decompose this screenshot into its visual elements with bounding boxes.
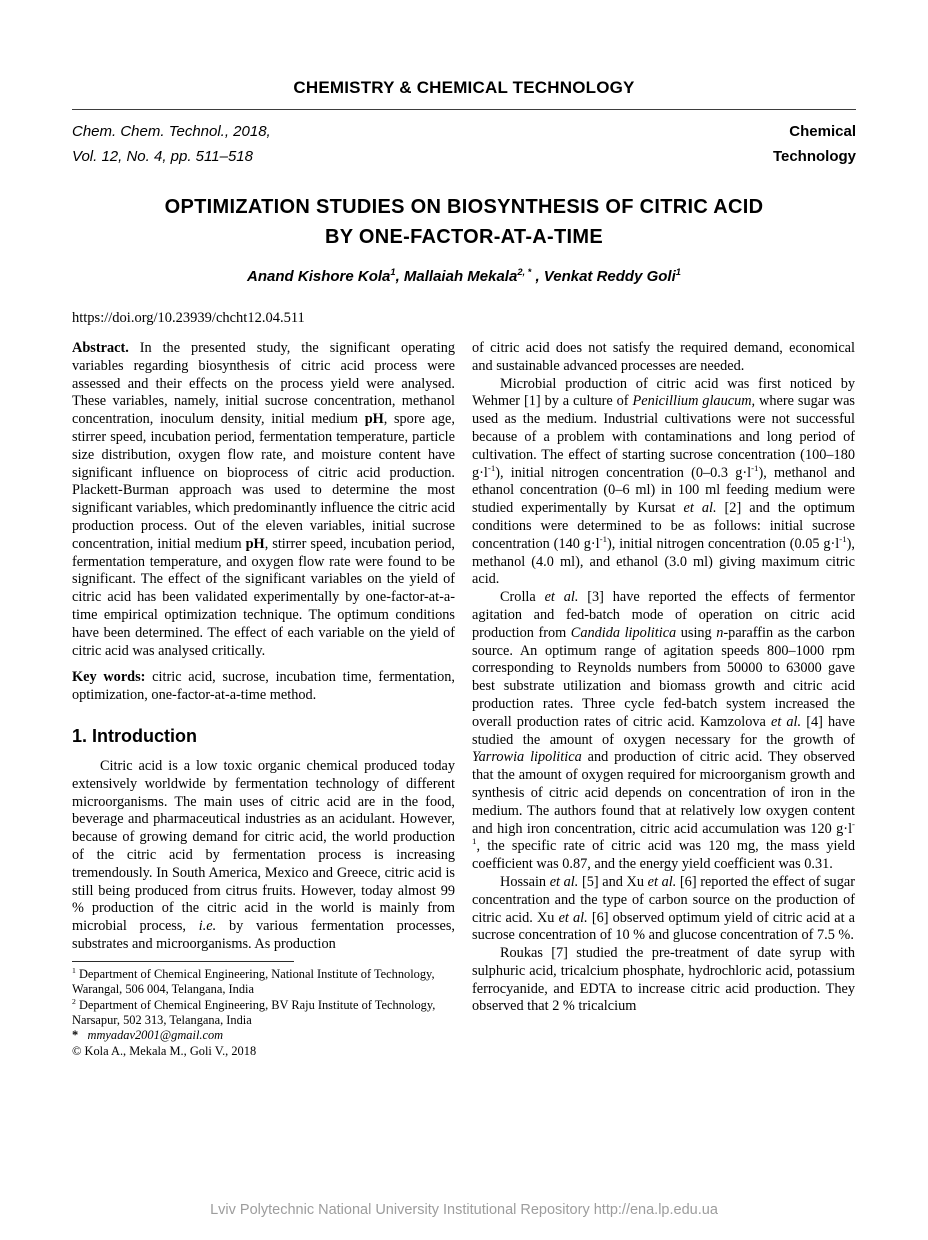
- journal-name-line-1: Chemical: [789, 123, 856, 140]
- body-paragraph-microbial: Microbial production of citric acid was first noticed by Wehmer [1] by a culture of Penicillium glaucum, where sugar was used as the medium. Industrial cultivations were not successful because of a problem with contaminations and long period of cultivation. The effect of starting sucrose concentration (100–180 $g\cdot l^{-1}$), initial nitrogen concentration (0–0.3 $g\cdot l^{-1}$), methanol and ethanol concentration (0–6 ml) in 100 ml feeding medium were studied experimentally by Kursat et al. [2] and the optimum conditions were determined to be as follows: initial sucrose concentration (140 $g\cdot l^{-1}$), initial nitrogen concentration (0.05 $g\cdot l^{-1}$), methanol (4.0 ml), and ethanol (3.0 ml) giving maximum citric acid.: [472, 375, 856, 588]
- article-title-line-1: OPTIMIZATION STUDIES ON BIOSYNTHESIS OF CITRIC ACID: [164, 196, 764, 218]
- citation-info: [72, 119, 271, 169]
- doi-link[interactable]: https://doi.org/10.23939/chcht12.04.511: [72, 310, 305, 326]
- keywords-paragraph: Key words: citric acid, sucrose, incubation time, fermentation, optimization, one-factor-at-a-time method.: [72, 669, 455, 704]
- citation-line-1: Chem. Chem. Technol., 2018,: [72, 123, 271, 140]
- citation-row: [72, 119, 856, 169]
- body-paragraph-crolla: Crolla et al. [3] have reported the effects of fermentor agitation and fed-batch mode of operation on citric acid production from Candida lipolitica using n-paraffin as the carbon source. An optimum range of agitation speeds 800–1000 rpm corresponding to Reynolds numbers from 50000 to 63000 gave best substrate utilization and biomass growth and citric acid production rates. Three cycle fed-batch system increased the overall production rates of citric acid. Kamzolova et al. [4] have studied the amount of oxygen necessary for the growth of Yarrowia lipolitica and production of citric acid. They observed that the amount of oxygen required for microorganism growth and synthesis of citric acid depends on concentration of iron in the medium. The authors found that at relatively low oxygen content and high iron concentration, citric acid accumulation was 120 $g\cdot l^{-1}$, the specific rate of citric acid was 120 mg, the mass yield coefficient was 0.87, and the energy yield coefficient was 0.31.: [472, 589, 856, 873]
- footnote-affiliation-1: $^1$ Department of Chemical Engineering, National Institute of Technology, Warangal, 506 004, Telangana, India: [72, 965, 435, 997]
- right-column: [472, 340, 855, 1059]
- footnote-affiliation-2: $^2$ Department of Chemical Engineering, BV Raju Institute of Technology, Narsapur, 502 313, Telangana, India: [72, 996, 436, 1027]
- footnote-divider: [72, 961, 294, 962]
- header-divider: [72, 109, 856, 110]
- article-title: [72, 192, 856, 252]
- footnote-block: [72, 961, 455, 1059]
- authors-line: Anand Kishore Kola$^1$, Mallaiah Mekala$^{2, *}$ , Venkat Reddy Goli$^1$: [247, 267, 681, 285]
- two-column-body: [72, 340, 856, 1059]
- introduction-paragraph: Citric acid is a low toxic organic chemical produced today extensively worldwide by fermentation technology of different microorganisms. The main uses of citric acid are in the food, beverage and pharmaceutical industries as an acidulant. However, because of growing demand for citric acid, the world production of the citric acid by fermentation process is increasing tremendously. In South America, Mexico and Greece, citric acid is still being produced from citrus fruits. However, today almost 99 % production of the citric acid in the world is mainly from microbial process, i.e. by various fermentation processes, substrates and microorganisms. As production: [72, 757, 455, 952]
- body-paragraph-roukas: Roukas [7] studied the pre-treatment of date syrup with sulphuric acid, tricalcium phosphate, hydrochloric acid, potassium ferrocyanide, and EDTA to increase citric acid production. They observed that 2 % tricalcium: [472, 945, 855, 1015]
- journal-name-line-2: Technology: [772, 148, 856, 165]
- journal-name-block: [773, 119, 856, 169]
- repository-footer: Lviv Polytechnic National University Institutional Repository http://ena.lp.edu.ua: [210, 1202, 718, 1218]
- journal-running-head: CHEMISTRY & CHEMICAL TECHNOLOGY: [293, 78, 635, 97]
- body-paragraph-hossain: Hossain et al. [5] and Xu et al. [6] reported the effect of sugar concentration and the type of carbon source on the production of citric acid. Xu et al. [6] observed optimum yield of citric acid at a sucrose concentration of 10 % and glucose concentration of 7.5 %.: [472, 873, 856, 944]
- footnote-email[interactable]: * mmyadav2001@gmail.com: [72, 1028, 224, 1043]
- abstract-paragraph: Abstract. In the presented study, the significant operating variables regarding biosynthesis of citric acid process were assessed and their effects on the process yield were analysed. These variables, namely, initial sucrose concentration, methanol concentration, inoculum density, initial medium pH, spore age, stirrer speed, incubation period, fermentation temperature, particle size distribution, oxygen flow rate, and moisture content have significant influence on bioprocess of citric acid production. Plackett-Burman approach was used to determine the most significant variables, which predominantly influence the citric acid production process. Out of the eleven variables, initial sucrose concentration, initial medium pH, stirrer speed, incubation period, fermentation temperature, and oxygen flow rate were found to be significant. The effect of the significant variables on the yield of citric acid has been validated experimentally by one-factor-at-a-time empirical optimization technique. The optimum conditions have been determined. The effect of each variable on the yield of citric acid was analysed critically.: [72, 340, 455, 659]
- body-paragraph-continuation: of citric acid does not satisfy the required demand, economical and sustainable advanced processes are needed.: [472, 340, 855, 374]
- article-title-line-2: BY ONE-FACTOR-AT-A-TIME: [324, 226, 603, 248]
- left-column: [72, 340, 455, 1059]
- citation-line-2: Vol. 12, No. 4, pp. 511–518: [72, 148, 253, 165]
- section-heading-introduction: 1. Introduction: [72, 725, 197, 746]
- footnote-copyright: © Kola A., Mekala M., Goli V., 2018: [72, 1043, 257, 1058]
